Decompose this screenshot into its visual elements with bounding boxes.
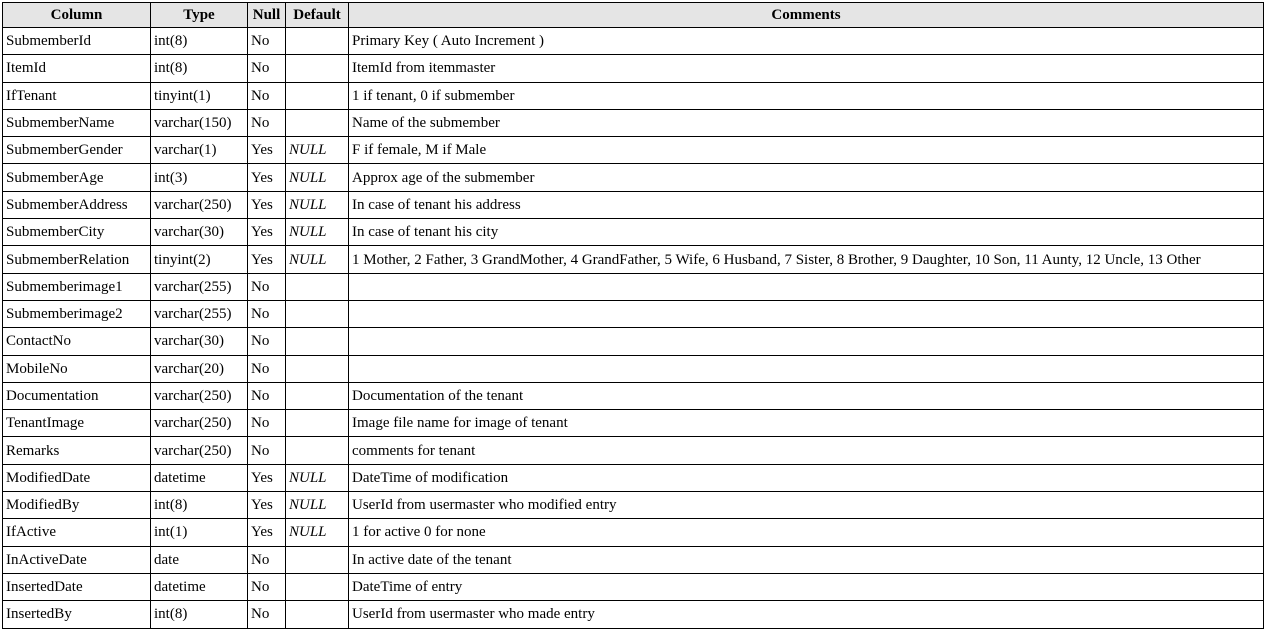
table-row: [3, 464, 1264, 491]
cell-comments: ItemId from itemmaster: [349, 55, 1264, 82]
cell-type: varchar(150): [151, 109, 248, 136]
table-header: [3, 3, 1264, 28]
cell-column: ModifiedBy: [3, 492, 151, 519]
table-row: [3, 355, 1264, 382]
table-row: [3, 246, 1264, 273]
cell-null: No: [248, 273, 286, 300]
cell-null: No: [248, 55, 286, 82]
table-row: [3, 492, 1264, 519]
table-row: [3, 437, 1264, 464]
cell-column: InsertedBy: [3, 601, 151, 628]
header-column: Column: [3, 3, 151, 28]
cell-comments: [349, 355, 1264, 382]
header-comments: Comments: [349, 3, 1264, 28]
cell-comments: 1 if tenant, 0 if submember: [349, 82, 1264, 109]
cell-null: Yes: [248, 219, 286, 246]
table-row: [3, 164, 1264, 191]
cell-column: Submemberimage2: [3, 300, 151, 327]
cell-default: NULL: [286, 137, 349, 164]
cell-comments: UserId from usermaster who made entry: [349, 601, 1264, 628]
table-row: [3, 219, 1264, 246]
cell-column: ContactNo: [3, 328, 151, 355]
cell-column: SubmemberId: [3, 28, 151, 55]
cell-comments: [349, 328, 1264, 355]
cell-comments: [349, 300, 1264, 327]
cell-comments: In case of tenant his city: [349, 219, 1264, 246]
cell-comments: [349, 273, 1264, 300]
cell-column: Submemberimage1: [3, 273, 151, 300]
cell-comments: 1 Mother, 2 Father, 3 GrandMother, 4 GrandFather, 5 Wife, 6 Husband, 7 Sister, 8 Brother, 9 Daughter, 10 Son, 11 Aunty, 12 Uncle, 13 Other: [349, 246, 1264, 273]
cell-column: Documentation: [3, 382, 151, 409]
cell-default: [286, 300, 349, 327]
table-row: [3, 328, 1264, 355]
header-row: [3, 3, 1264, 28]
cell-type: varchar(250): [151, 382, 248, 409]
table-row: [3, 410, 1264, 437]
cell-type: varchar(250): [151, 191, 248, 218]
table-row: [3, 109, 1264, 136]
cell-default: [286, 28, 349, 55]
cell-comments: In case of tenant his address: [349, 191, 1264, 218]
cell-column: Remarks: [3, 437, 151, 464]
cell-type: int(3): [151, 164, 248, 191]
cell-column: SubmemberRelation: [3, 246, 151, 273]
cell-type: varchar(250): [151, 437, 248, 464]
cell-comments: Documentation of the tenant: [349, 382, 1264, 409]
cell-column: SubmemberGender: [3, 137, 151, 164]
cell-type: datetime: [151, 464, 248, 491]
cell-comments: Approx age of the submember: [349, 164, 1264, 191]
cell-default: NULL: [286, 464, 349, 491]
cell-null: Yes: [248, 191, 286, 218]
cell-type: varchar(30): [151, 219, 248, 246]
cell-null: No: [248, 601, 286, 628]
cell-comments: 1 for active 0 for none: [349, 519, 1264, 546]
cell-null: No: [248, 573, 286, 600]
cell-comments: In active date of the tenant: [349, 546, 1264, 573]
cell-null: No: [248, 546, 286, 573]
cell-default: [286, 546, 349, 573]
cell-type: tinyint(1): [151, 82, 248, 109]
cell-default: NULL: [286, 191, 349, 218]
table-body: [3, 28, 1264, 629]
cell-column: ModifiedDate: [3, 464, 151, 491]
cell-default: [286, 601, 349, 628]
cell-default: [286, 55, 349, 82]
cell-column: SubmemberAddress: [3, 191, 151, 218]
cell-default: [286, 410, 349, 437]
cell-type: varchar(20): [151, 355, 248, 382]
cell-null: No: [248, 300, 286, 327]
cell-column: ItemId: [3, 55, 151, 82]
cell-null: No: [248, 410, 286, 437]
cell-comments: DateTime of entry: [349, 573, 1264, 600]
schema-table: [2, 2, 1264, 629]
cell-null: No: [248, 355, 286, 382]
cell-null: No: [248, 28, 286, 55]
cell-column: MobileNo: [3, 355, 151, 382]
cell-null: No: [248, 82, 286, 109]
cell-null: Yes: [248, 246, 286, 273]
table-row: [3, 382, 1264, 409]
table-row: [3, 191, 1264, 218]
table-row: [3, 573, 1264, 600]
cell-default: [286, 273, 349, 300]
cell-column: IfActive: [3, 519, 151, 546]
cell-default: NULL: [286, 164, 349, 191]
cell-type: datetime: [151, 573, 248, 600]
cell-column: InActiveDate: [3, 546, 151, 573]
cell-null: No: [248, 109, 286, 136]
cell-comments: Name of the submember: [349, 109, 1264, 136]
cell-null: Yes: [248, 137, 286, 164]
cell-default: [286, 437, 349, 464]
cell-column: SubmemberAge: [3, 164, 151, 191]
cell-default: [286, 382, 349, 409]
cell-comments: Primary Key ( Auto Increment ): [349, 28, 1264, 55]
cell-comments: Image file name for image of tenant: [349, 410, 1264, 437]
cell-type: int(8): [151, 55, 248, 82]
table-row: [3, 601, 1264, 628]
cell-null: No: [248, 437, 286, 464]
cell-null: Yes: [248, 519, 286, 546]
cell-type: tinyint(2): [151, 246, 248, 273]
cell-column: SubmemberCity: [3, 219, 151, 246]
cell-type: int(8): [151, 492, 248, 519]
cell-comments: F if female, M if Male: [349, 137, 1264, 164]
cell-default: [286, 82, 349, 109]
cell-comments: DateTime of modification: [349, 464, 1264, 491]
cell-null: No: [248, 382, 286, 409]
cell-type: varchar(30): [151, 328, 248, 355]
cell-comments: UserId from usermaster who modified entry: [349, 492, 1264, 519]
cell-null: Yes: [248, 164, 286, 191]
cell-type: int(8): [151, 28, 248, 55]
cell-type: varchar(255): [151, 273, 248, 300]
cell-default: NULL: [286, 219, 349, 246]
cell-type: date: [151, 546, 248, 573]
cell-type: int(8): [151, 601, 248, 628]
cell-default: NULL: [286, 519, 349, 546]
table-row: [3, 137, 1264, 164]
cell-type: int(1): [151, 519, 248, 546]
cell-type: varchar(1): [151, 137, 248, 164]
table-row: [3, 28, 1264, 55]
table-row: [3, 300, 1264, 327]
header-default: Default: [286, 3, 349, 28]
cell-default: [286, 355, 349, 382]
cell-type: varchar(250): [151, 410, 248, 437]
cell-column: InsertedDate: [3, 573, 151, 600]
table-row: [3, 546, 1264, 573]
cell-column: SubmemberName: [3, 109, 151, 136]
cell-default: [286, 573, 349, 600]
table-row: [3, 273, 1264, 300]
table-row: [3, 82, 1264, 109]
cell-default: [286, 109, 349, 136]
cell-type: varchar(255): [151, 300, 248, 327]
cell-null: No: [248, 328, 286, 355]
cell-column: IfTenant: [3, 82, 151, 109]
cell-null: Yes: [248, 492, 286, 519]
table-row: [3, 55, 1264, 82]
cell-comments: comments for tenant: [349, 437, 1264, 464]
cell-default: NULL: [286, 246, 349, 273]
cell-default: NULL: [286, 492, 349, 519]
header-null: Null: [248, 3, 286, 28]
cell-default: [286, 328, 349, 355]
cell-null: Yes: [248, 464, 286, 491]
header-type: Type: [151, 3, 248, 28]
cell-column: TenantImage: [3, 410, 151, 437]
table-row: [3, 519, 1264, 546]
